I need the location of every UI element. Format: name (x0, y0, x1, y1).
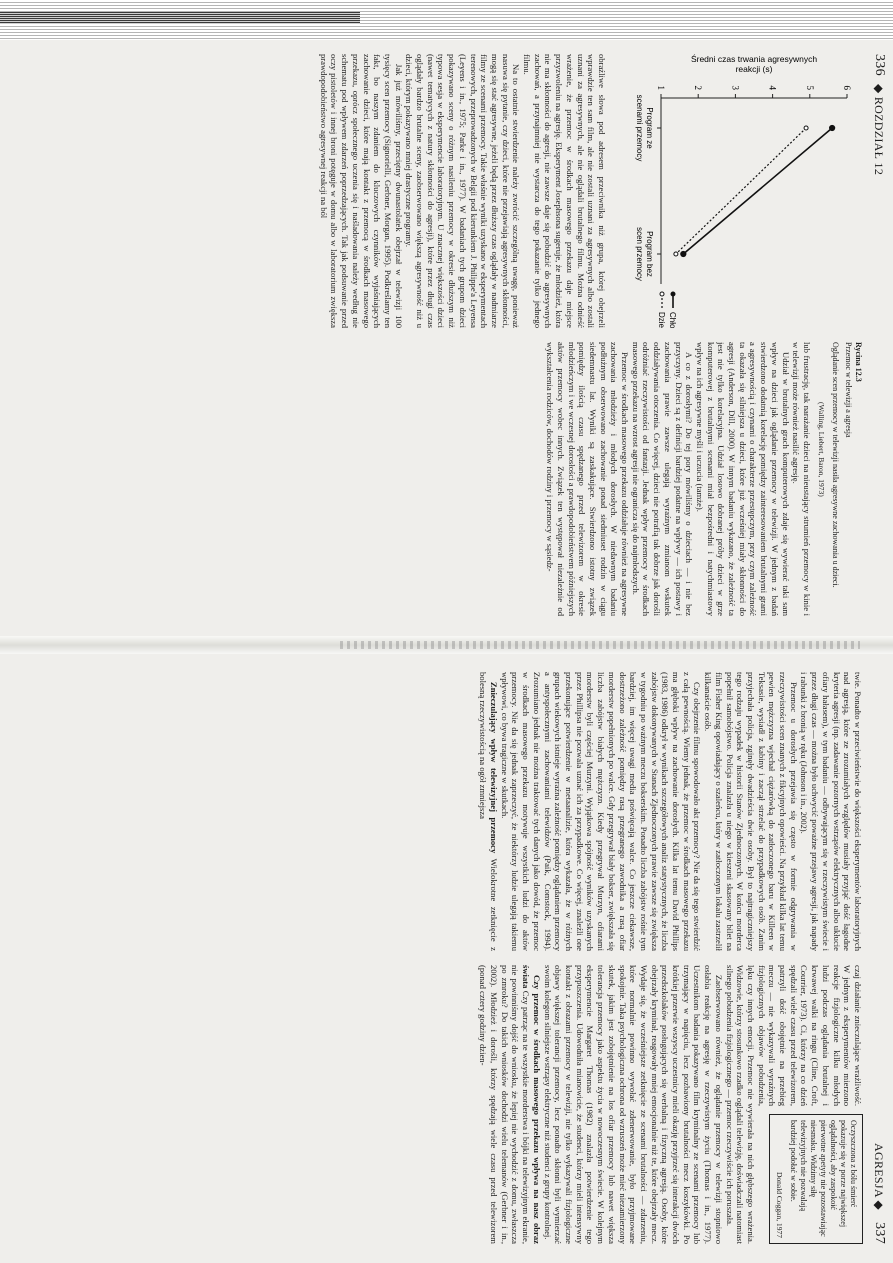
y-tick-label: 1 (656, 85, 666, 90)
paragraph: obraźliwe słowa pod adresem przeciwnika niż grupa, której obejrzeli wprawdzie ten sam film, ale nie zostali uznani za agresywnych albo zostali uznani za agresywnych, ale nie oglądali brutalnego filmu. Można odnieść wrażenie, że przemoc w środkach masowego przekazu daje miejsce przyzwoleniu na agresję. Eksperyment Josephsona sugeruje, że młodzież, która nie ma skłonności do agresji, nie zawsze daje się pobudzić do agresywnych zachowań, a przynajmniej nie wystarcza do tego pokazanie tylko jednego filmu. (522, 54, 607, 328)
chapter-label: ROZDZIAŁ 12 (872, 96, 886, 176)
y-tick-label: 4 (767, 85, 778, 90)
paragraph: Jak już mówiliśmy, przeciętny dwunastolatek obejrzał w telewizji 100 tysięcy scen przemocy (Signorielli, Gerbner, Morgan, 1995). Podkreślamy ten fakt, bo naszym zdaniem do kluczowych czynników wyjaśniających zachowanie dzieci, które mają kontakt z przemocą w środkach masowego przekazu, oprócz społecznego uczenia się i naśladowania należy według nie schematu pod wpływem zdarzeń poprzedzających. Tak jak podsuwanie przed oczy pistoletów i innej broni potęguje w domu albo w laboratorium zwiększa prawdopodobieństwo agresywnej reakcji na ból (318, 54, 404, 328)
legend-marker (660, 292, 664, 296)
data-point (674, 252, 678, 256)
left-column-1 (10, 54, 863, 353)
paragraph: A co z dorosłymi? Do tej pory mówiliśmy o dzieciach — i nie bez przyczyny. Dzieci są z definicji bardziej podatne na wpływy — ich postawy i zachowania prawie zawsze ulegają wyraźnym zmianom wskutek oddziaływania otoczenia. Co więcej, dzieci nie potrafią tak dobrze jak dorośli odróżniać rzeczywistości od fantazji. Jednak wpływ przemocy w środkach masowego przekazu na wzrost agresji nie ogranicza się do najmłodszych. (630, 342, 695, 616)
scan-edge-dark (0, 12, 360, 24)
data-point (681, 251, 686, 256)
running-head-right (865, 672, 887, 1244)
y-axis-label: Średni czas trwania agresywnych reakcji (s) (690, 54, 818, 74)
gutter-shadow (340, 641, 860, 649)
figure-chart (613, 54, 863, 353)
y-tick-label: 5 (804, 85, 815, 90)
y-tick-label: 6 (842, 85, 852, 90)
section-heading: Czy przemoc w środkach masowego przekazu wpływa na nasz obraz świata (521, 965, 542, 1244)
section-heading-paragraph: Znieczulający wpływ telewizyjnej przemocy Wielokrotne zetknięcie z bolesną rzeczywistością na ogół zmniejsza (478, 672, 500, 951)
page-number-right: 337 (872, 1222, 887, 1244)
chapter-title: ◆ ROZDZIAŁ 12 (872, 84, 886, 176)
y-tick-label: 3 (730, 85, 741, 90)
quote-box (769, 1114, 863, 1244)
paragraph: lub frustrację, tak narażanie dzieci na nieustający strumień przemocy w kinie i w telewizji może również nasilić agresję. (791, 342, 812, 616)
x-tick-label: Program zescenami przemocy (635, 94, 654, 162)
running-head-left (865, 54, 887, 616)
chapter-title-right: AGRESJA ◆ (872, 1143, 886, 1210)
page-number: 336 (872, 54, 887, 76)
legend-marker (671, 292, 675, 296)
paragraph: twie. Ponadto w przeciwieństwie do większości eksperymentów laboratoryjnych nad agresją, które ze zrozumiałych względów musiały przyjąć dość łagodne kryteria agresji (np. zadawanie pozornych wstrząsów elektrycznych albo ukłucie ofiary hałasem), w tym badaniu — odbywającym się w rzeczywistym świecie i przez długi czas — można było uchwycić poważne przejawy agresji, jak napady i rabunki z bronią w ręku (Johnson i in., 2002). (799, 672, 863, 951)
legend-label: Chłopcy (668, 312, 677, 341)
section-heading: Znieczulający wpływ telewizyjnej przemocy (489, 682, 500, 854)
paragraph: Czy obejrzenie filmu spowodowało akt przemocy? Nie da się tego stwierdzić z całą pewnością. Wiemy jednak, że przemoc w środkach masowego przekazu ma głęboki wpływ na zachowanie dorosłych. Kilka lat temu David Phillips (1983, 1986) odkrył w wynikach szczegółowych analiz statystycznych, że liczba zabójstw dokonywanych w Stanach Zjednoczonych prawie zawsze się zwiększa w tygodniu po ważnym meczu bokserskim. Ponadto liczba zabójstw rośnie tym bardziej, im więcej uwagi media poświęcają walce. Co jeszcze ciekawsze, dostrzeżono zależność pomiędzy rasą przegranego zawodnika a rasą ofiar morderstw popełnionych po walce. Gdy przegrywał biały bokser, zwiększała się liczba zabójstw białych mężczyzn. Kiedy przegrywał Murzyn, ofiarami morderstw byli częściej Murzyni. Wyjątkowa spójność wyników uzyskanych przez Phillipsa nie pozwala uznać ich za przypadkowe. Co więcej, znaleźli one przekonujące potwierdzenie w metaanalizie, która wykazała, że w różnych grupach wiekowych istnieje wyraźna zależność pomiędzy oglądaniem przemocy a antyspołecznymi zachowaniami telewidzów (Paik, Comstock, 1994). Zrozumiano jednak nie można traktować tych danych jako dowód, że przemoc w środkach masowego przekazu motywuje wszystkich ludzi do aktów przemocy. Nie da się jednak zaprzeczyć, że niektórzy ludzie ulegają takiemu wpływowi, co bywa tragiczne w skutkach. (499, 672, 703, 951)
section-heading-paragraph: Czy przemoc w środkach masowego przekazu wpływa na nasz obraz świata Czy patrząc na te wszystkie morderstwa i bójki na telewizyjnym ekranie, nie powinniśmy dojść do wniosku, że lepiej nie wychodzić z domu, zwłaszcza po zmroku? Do takich wniosków dochodzi wielu telemanów (Gerbner i in., 2002). Młodzież i dorośli, którzy spędzają wiele czasu przed telewizorem (ponad cztery godziny dzien- (478, 965, 542, 1244)
aggression-chart (613, 54, 863, 353)
left-column-2 (10, 342, 863, 616)
x-tick-label: Program bezscen przemocy (635, 227, 654, 281)
figure-source: (Walling, Liebert, Baron, 1973) (817, 402, 826, 497)
data-point (804, 126, 808, 130)
right-column-1 (10, 672, 863, 951)
paragraph: Udział w brutalnych grach komputerowych zdaje się wywierać taki sam wpływ na dzieci jak oglądanie przemocy w telewizji. W jednym z badań stwierdzono dodatnią korelację pomiędzy zainteresowaniem brutalnymi grami a agresywnością i czynami o charakterze przestępczym, przy czym zależność ta okazała się silniejsza u dzieci, które już wcześniej miały skłonności do agresji (Anderson, Dill, 2000). W innym badaniu wykazano, że zależność ta jest nie tylko korelacyjna. Udział losowo dobranej próby dzieci w grze komputerowej z brutalnymi scenami miał bezpośredni i natychmiastowy wpływ na ich agresywne myśli i uczucia (tamże). (694, 342, 791, 616)
left-page-band (0, 40, 893, 630)
paragraph: Przemoc w środkach masowego przekazu oddziałuje również na agresywne zachowania młodzieży i młodych dorosłych. W niedawnym badaniu podłużnym obserwowano zachowanie ponad siedmiuset rodzin w ciągu siedemnastu lat. Wyniki są zaskakujące. Stwierdzono istotny związek pomiędzy ilością czasu spędzanego przed telewizorem w okresie młodzieńczym i we wczesnej dorosłości a prawdopodobieństwem późniejszych aktów przemocy wobec innych. Związek ten występował niezależnie od wykształcenia rodziców, dochodów rodziny i przemocy w sąsiedz- (545, 342, 631, 616)
chapter-label-right: AGRESJA (872, 1143, 886, 1198)
figure-title: Rycina 12.3 (854, 342, 863, 382)
paragraph: Zaobserwowano również, że oglądanie przemocy w telewizji stopniowo osłabia reakcję na agresję w rzeczywistym życiu (Thomas i in., 1977). Uczestnikom badania pokazywano film kryminalny ze scenami przemocy lub trzymający w napięciu, lecz pozbawiony brutalności mecz koszykówki. Po krótkiej przerwie wszyscy uczestnicy mieli okazję przyjrzeć się interakcji dwóch przedszkolaków posługujących się werbalną i fizyczną agresją. Osoby, które obejrzały kryminał, reagowały mniej emocjonalnie niż te, które obejrzały mecz. Wydaje się, że wcześniejsze zetknięcie ze scenami brutalności — zdarzeniu, które normalnie powinno wywołać zdenerwowanie, było przyjmowane spokojnie. Taka psychologiczna ochrona od wzruszeń może mieć niezamierzony skutek, jakim jest zobojętnienie na los ofiar przemocy lub nawet większa tolerancja przemocy jako aspektu życia w nowoczesnym świecie. W kolejnym eksperymencie Margaret Thomas (1982) znalazła potwierdzenie tego przypuszczenia. Udowodniła mianowicie, że studenci, którzy mieli intensywny kontakt z obrazami przemocy w telewizji, nie tylko wykazywali fizjologiczne objawy większej tolerancji przemocy, lecz ponadto skłonni byli wymierzać swoim kolegom silniejsze wstrząsy elektryczne niż studenci z grupy kontrolnej. (542, 965, 724, 1244)
quote-source: Donald Coggan, 1977 (775, 1171, 784, 1238)
quote-text: Oczyszczona z bólu śmierć pokazuje się w porze największej oglądalności, aby zaspokoić pierwotne apetyty nie pozostawiając niesmaku. Widzimy siłę telewizyjnych nie pozwalają bardziej podołać w sobie. (789, 1120, 858, 1237)
right-column-2 (10, 965, 863, 1244)
series-line-girls (676, 128, 806, 254)
y-tick-label: 2 (693, 85, 704, 90)
figure-caption (816, 342, 863, 616)
figure-subtitle: Przemoc w telewizji a agresja (844, 342, 853, 438)
data-point (830, 125, 835, 130)
paragraph: Przemoc u dorosłych przejawia się często w formie odgrywania w rzeczywistości scen znanych z fikcyjnych opowieści. Na przykład kilka lat temu pewien mężczyzna wjechał ciężarówką do zatłoczonego baru w Killeen w Teksasie, wysiadł z kabiny i zaczął strzelać do przypadkowych osób. Zanim przyjechała policja, zginęły dwadzieścia dwie osoby. Był to najtragiczniejszy tego rodzaju wypadek w historii Stanów Zjednoczonych. W końcu morderca popełnił samobójstwo. Policja znalazła u niego w kieszeni skasowany bilet na film Fisher King opowiadający o szaleńcu, który w zatłoczonym lokalu zastrzelił kilkanaście osób. (703, 672, 799, 951)
paragraph: czaj działanie znieczulające wrażliwość. W jednym z eksperymentów mierzono reakcje fizjologiczne kilku młodych ludzi podczas oglądania brutalnej i krwawej walki na ringu (Cline, Croft, Courrier, 1973). Ci, którzy na co dzień spędzali wiele czasu przed telewizorem, patrzyli dość obojętnie na przebieg meczu — nie wykazywali wyraźnych fizjologicznych objawów pobudzenia, lęku czy innych emocji. Przemoc nie wywierała na nich głębszego wrażenia. Widzowie, którzy stosunkowo rzadko oglądali telewizję, doświadczali natomiast silnego pobudzenia fizjologicznego — przemoc rzeczywiście ich poruszała. (724, 965, 863, 1244)
legend-label: Dziewczęta (657, 312, 666, 353)
figure-description: Oglądanie scen przemocy w telewizji nasila agresywne zachowania u dzieci. (831, 342, 840, 588)
right-page-band (0, 658, 893, 1258)
paragraph: Na to ostatnie stwierdzenie należy zwrócić szczególną uwagę, ponieważ nasuwa się pytanie, czy dzieci, które nie przejawiają agresywnych skłonności, mogą się stać agresywne, jeżeli będą przez dłuższy czas oglądały w nadmiarze filmy ze scenami przemocy. Takie właśnie wyniki uzyskano w eksperymentach terenowych, przeprowadzonych w Belgii pod kierunkiem J. Philippe'a Leyensa (Leyens i in., 1975; Parke i in., 1977). W badaniach tych grupom dzieci pokazywano sceny o różnym nasileniu przemocy w okresie dłuższym niż typowa sesja w eksperymencie laboratoryjnym. U znacznej większości dzieci (nawet tematycych z natury skłonności do agresji), które przez długi czas oglądały bardzo brutalne sceny, zaobserwowano większą agresywność niż u dzieci, którym pokazywano mniej drastyczne programy. (404, 54, 522, 328)
series-line-boys (683, 128, 832, 254)
